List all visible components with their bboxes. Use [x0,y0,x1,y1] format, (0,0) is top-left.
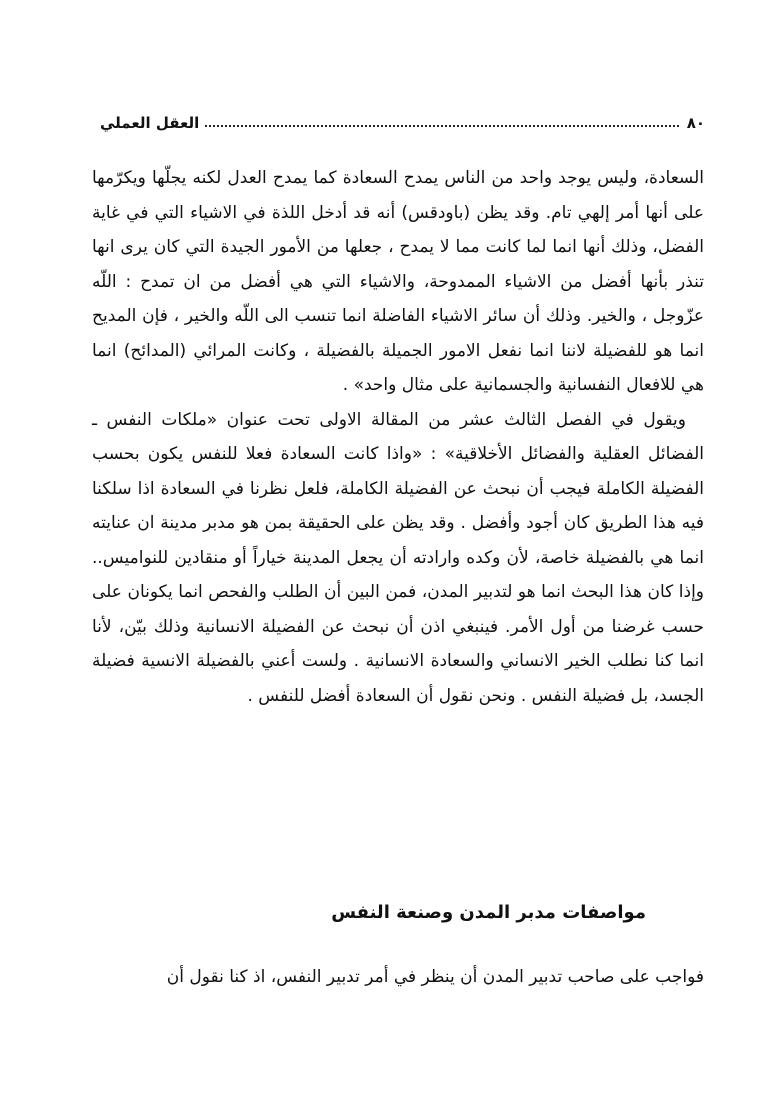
paragraph: السعادة، وليس يوجد واحد من الناس يمدح السعادة كما يمدح العدل لكنه يجلّها ويكرّمها على أنها أمر إلهي تام. وقد يظن (باودقس) أنه قد أدخل اللذة في الاشياء التي في غاية الفضل، وذلك أنها انما لما كانت مما لا يمدح ، جعلها من الأمور الجيدة التي كان يرى انها تنذر بأنها أفضل من الاشياء الممدوحة، والاشياء التي هي أفضل من ان تمدح : اللّه عزّوجل ، والخير. وذلك أن سائر الاشياء الفاضلة انما تنسب الى اللّه والخير ، فإن المديح انما هو للفضيلة لاننا انما نفعل الامور الجميلة بالفضيلة ، وكانت المرائي (المدائح) انما هي للافعال النفسانية والجسمانية على مثال واحد» . [92,168,704,395]
section-heading: مواصفات مدبر المدن وصنعة النفس [331,902,646,923]
section-opening-line: فواجب على صاحب تدبير المدن أن ينظر في أمر تدبير النفس، اذ كنا نقول أن [166,967,704,987]
paragraph: ويقول في الفصل الثالث عشر من المقالة الاولى تحت عنوان «ملكات النفس ـ الفضائل العقلية والفضائل الأخلاقية» : «واذا كانت السعادة فعلا للنفس يكون بحسب الفضيلة الكاملة فيجب أن نبحث عن الفضيلة الكاملة، فلعل نظرنا في السعادة اذا سلكنا فيه هذا الطريق كان أجود وأفضل . وقد يظن على الحقيقة بمن هو مدبر مدينة ان عنايته انما هي بالفضيلة خاصة، لأن وكده وارادته أن يجعل المدينة خياراً أو منقادين للنواميس.. وإذا كان هذا البحث انما هو لتدبير المدن، فمن البين أن الطلب والفحص انما يكونان على حسب غرضنا من أول الأمر. فينبغي اذن أن نبحث عن الفضيلة الانسانية وذلك بيّن، لأنا انما كنا نطلب الخير الانساني والسعادة الانسانية . ولست أعني بالفضيلة الانسية فضيلة الجسد، بل فضيلة النفس . ونحن نقول أن السعادة أفضل للنفس . [92,409,704,706]
body-text [92,161,704,713]
running-header [100,102,705,132]
header-dot-leader [205,124,678,127]
page-number: ٨٠ [686,114,705,132]
running-title: العقل العملي [100,114,200,132]
